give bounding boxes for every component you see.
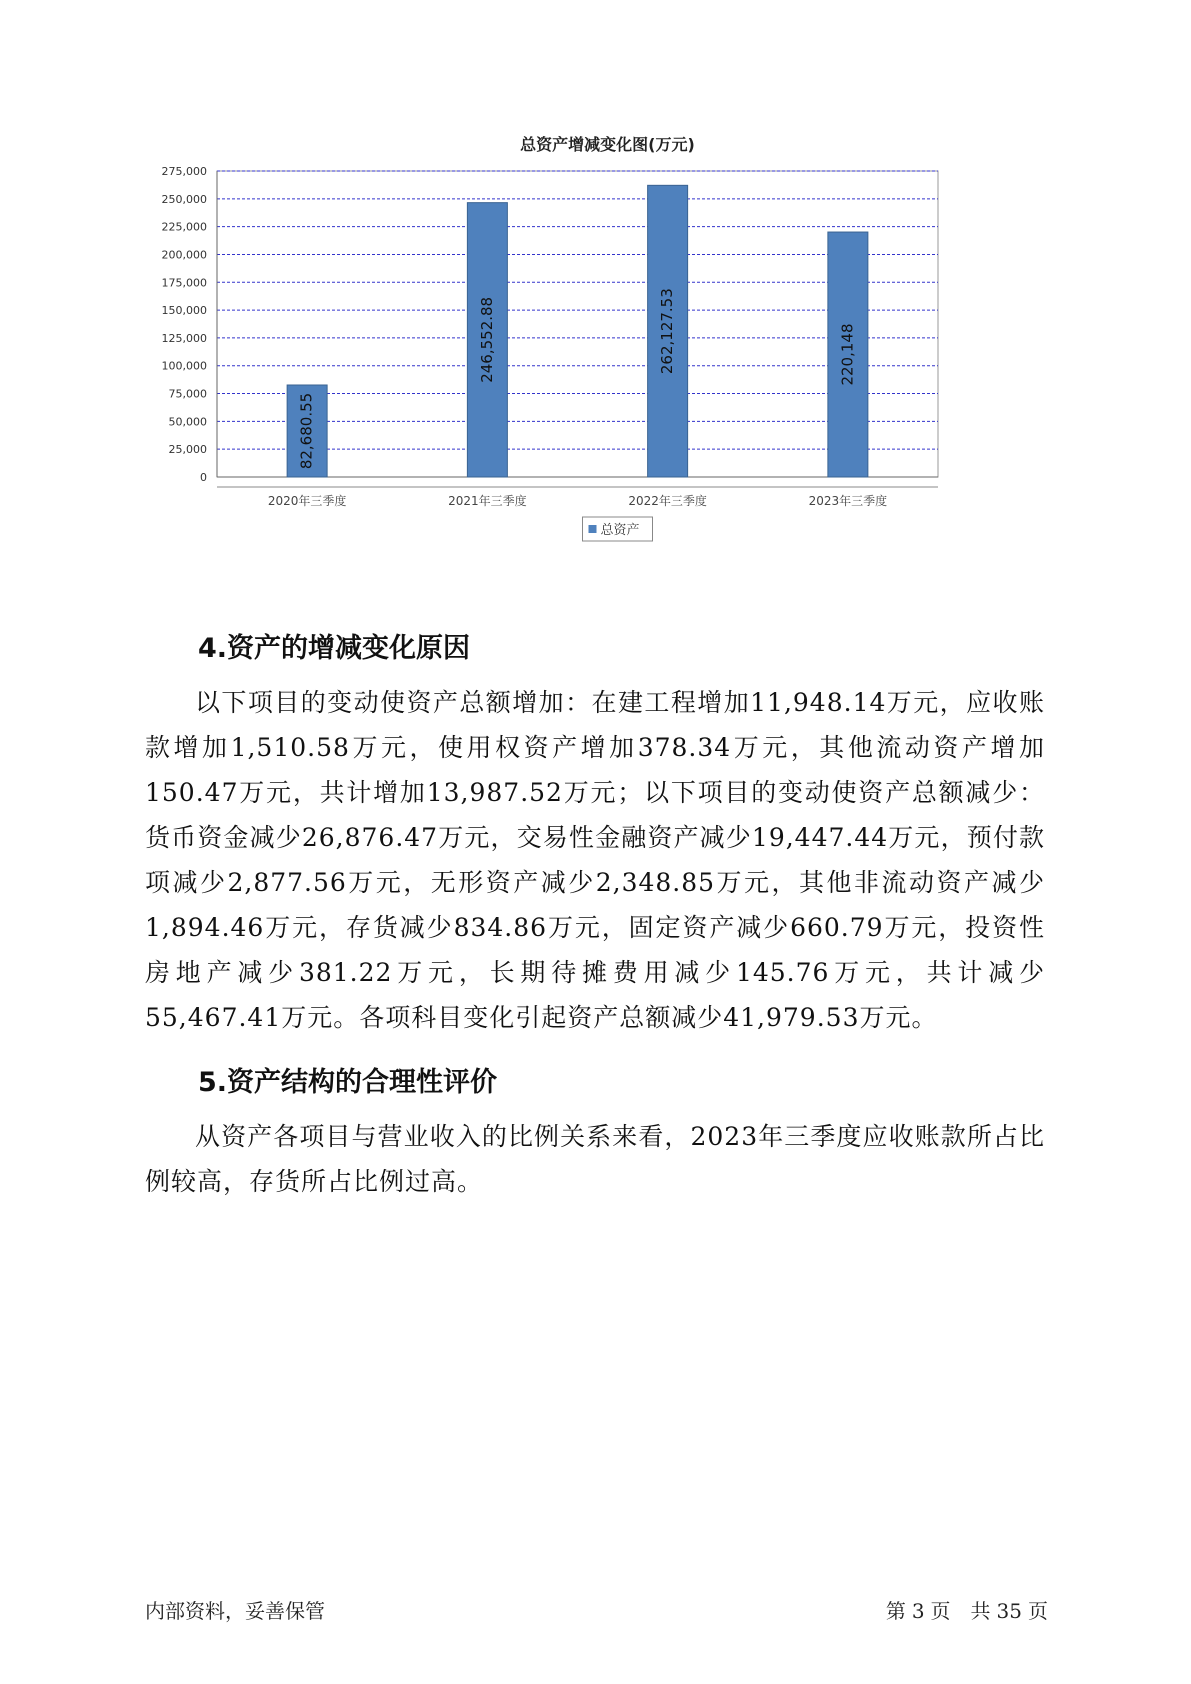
section-4-paragraph: 以下项目的变动使资产总额增加：在建工程增加11,948.14万元，应收账款增加1,510.58万元，使用权资产增加378.34万元，其他流动资产增加150.47万元，共计增加13,987.52万元；以下项目的变动使资产总额减少：货币资金减少26,876.47万元，交易性金融资产减少19,447.44万元，预付款项减少2,877.56万元，无形资产减少2,348.85万元，其他非流动资产减少1,894.46万元，存货减少834.86万元，固定资产减少660.79万元，投资性房地产减少381.22万元，长期待摊费用减少145.76万元，共计减少55,467.41万元。各项科目变化引起资产总额减少41,979.53万元。 <box>145 688 1045 1032</box>
page-mid: 页 共 <box>930 1599 991 1623</box>
y-tick-label: 75,000 <box>168 387 207 401</box>
footer-confidential: 内部资料，妥善保管 <box>145 1599 325 1623</box>
y-tick-label: 0 <box>200 471 207 484</box>
footer-page-number <box>883 1595 1051 1624</box>
y-tick-label: 25,000 <box>168 443 207 457</box>
asset-chart <box>150 130 1030 600</box>
section-5-paragraph: 从资产各项目与营业收入的比例关系来看，2023年三季度应收账款所占比例较高，存货所占比例过高。 <box>145 1122 1045 1196</box>
y-tick-label: 250,000 <box>161 192 207 206</box>
y-tick-label: 275,000 <box>161 165 207 178</box>
page-prefix: 第 <box>885 1599 906 1623</box>
section-5-heading: 5.资产结构的合理性评价 <box>198 1067 498 1098</box>
page-suffix: 页 <box>1028 1599 1048 1623</box>
y-tick-label: 100,000 <box>161 359 207 373</box>
legend-label: 总资产 <box>600 523 640 538</box>
bar-value-label: 82,680.55 <box>297 392 316 470</box>
section-4-heading: 4.资产的增减变化原因 <box>198 633 471 664</box>
y-tick-label: 225,000 <box>161 220 207 234</box>
x-tick-label: 2023年三季度 <box>808 494 888 508</box>
page-current: 3 <box>911 1599 925 1623</box>
x-tick-label: 2020年三季度 <box>267 494 347 508</box>
y-tick-label: 200,000 <box>161 248 207 262</box>
y-tick-label: 50,000 <box>168 415 207 429</box>
x-tick-label: 2021年三季度 <box>448 494 527 508</box>
bar-value-label: 246,552.88 <box>477 296 496 383</box>
y-tick-label: 175,000 <box>161 276 207 290</box>
page-total: 35 <box>996 1599 1022 1623</box>
x-tick-label: 2022年三季度 <box>628 494 707 508</box>
bar-chart-svg <box>150 130 1030 600</box>
y-tick-label: 125,000 <box>161 331 207 345</box>
y-tick-label: 150,000 <box>161 304 207 318</box>
chart-title: 总资产增减变化图(万元) <box>520 135 695 154</box>
bar-value-label: 262,127.53 <box>658 288 677 375</box>
bar-value-label: 220,148 <box>838 323 857 386</box>
legend-swatch <box>589 525 597 533</box>
